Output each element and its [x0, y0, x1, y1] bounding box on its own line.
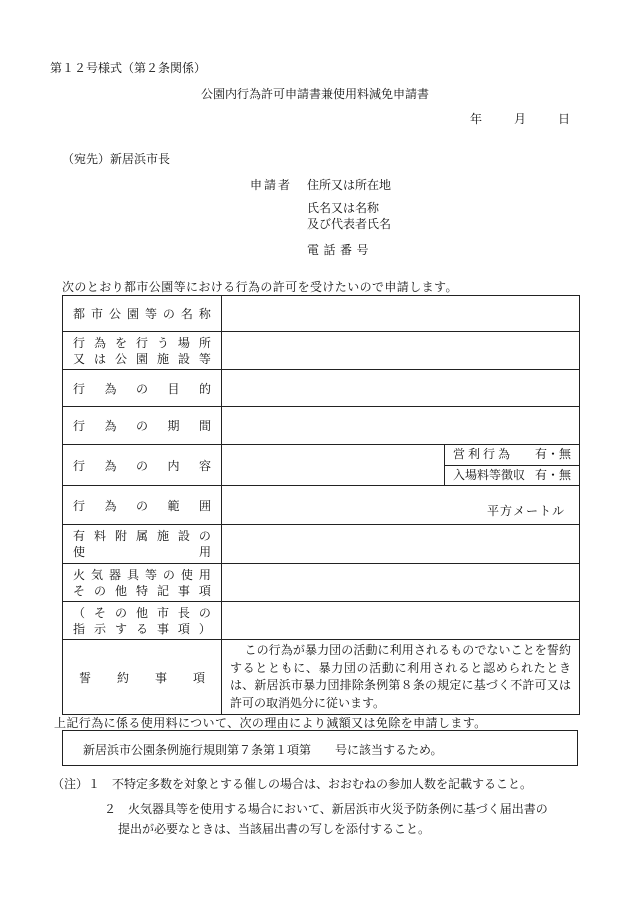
purpose-field[interactable] [222, 370, 580, 407]
fee-label: 入場料等徴収 [453, 467, 526, 482]
place-label-line2: 又 は 公 園 施 設 等 [73, 351, 211, 366]
row-place [63, 332, 580, 370]
name-label [307, 200, 391, 232]
commercial-label: 営利行為 [453, 447, 514, 462]
intro-text: 次のとおり都市公園等における行為の許可を受けたいので申請します。 [62, 280, 458, 294]
application-table [62, 295, 580, 715]
fire-label [63, 564, 222, 602]
reduction-reason: 新居浜市公園条例施行規則第７条第１項第 号に該当するため。 [83, 743, 443, 757]
applicant-label: 申請者 [250, 178, 293, 192]
reduction-reason-box[interactable] [62, 730, 578, 766]
facility-label-line1: 有 料 附 属 施 設 の [73, 529, 211, 543]
date-line [470, 110, 570, 127]
row-fire [63, 564, 580, 602]
content-cell [222, 445, 580, 486]
park-name-label: 都 市 公 園 等 の 名 称 [63, 296, 222, 332]
other-label-line2: 指 示 す る 事 項 ） [73, 621, 211, 636]
facility-label [63, 525, 222, 564]
row-pledge [63, 640, 580, 715]
address-label: 住所又は所在地 [307, 178, 392, 192]
content-field[interactable] [222, 445, 444, 485]
fire-label-line2: そ の 他 特 記 事 項 [73, 583, 211, 598]
note-2-continued: 提出が必要なときは、当該届出書の写しを添付すること。 [118, 822, 431, 836]
name-label-line2: 及び代表者氏名 [307, 217, 392, 231]
park-name-field[interactable] [222, 296, 580, 332]
place-field[interactable] [222, 332, 580, 370]
row-facility [63, 525, 580, 564]
date-day-label: 日 [557, 112, 570, 126]
facility-label-line2: 使 用 [73, 545, 211, 559]
row-other [63, 602, 580, 640]
note-1: （注）１ 不特定多数を対象とする催しの場合は、おおむねの参加人数を記載すること。 [52, 777, 533, 791]
addressee: （宛先）新居浜市長 [62, 152, 171, 166]
content-flags [444, 445, 579, 485]
scope-label: 行 為 の 範 囲 [63, 486, 222, 525]
form-title: 公園内行為許可申請書兼使用料減免申請書 [200, 87, 429, 101]
period-label: 行 為 の 期 間 [63, 407, 222, 445]
row-scope [63, 486, 580, 525]
commercial-value: 有・無 [534, 447, 571, 462]
purpose-label: 行 為 の 目 的 [63, 370, 222, 407]
row-period [63, 407, 580, 445]
reduction-intro: 上記行為に係る使用料について、次の理由により減額又は免除を申請します。 [54, 716, 487, 730]
content-label: 行 為 の 内 容 [63, 445, 222, 486]
pledge-label: 誓 約 事 項 [63, 640, 222, 715]
area-unit: 平方メートル [486, 503, 565, 518]
note-2: ２ 火気器具等を使用する場合において、新居浜市火災予防条例に基づく届出書の [104, 802, 548, 816]
other-label-line1: （ そ の 他 市 長 の [73, 605, 211, 620]
period-field[interactable] [222, 407, 580, 445]
date-month-label: 月 [513, 112, 526, 126]
facility-field[interactable] [222, 525, 580, 564]
fire-field[interactable] [222, 564, 580, 602]
row-park-name [63, 296, 580, 332]
other-label [63, 602, 222, 640]
place-label-line1: 行 為 を 行 う 場 所 [73, 335, 211, 350]
fire-label-line1: 火 気 器 具 等 の 使 用 [73, 567, 211, 582]
scope-field[interactable] [222, 486, 580, 525]
other-field[interactable] [222, 602, 580, 640]
row-purpose [63, 370, 580, 407]
fee-value: 有・無 [534, 467, 571, 482]
form-number: 第１２号様式（第２条関係） [50, 61, 207, 75]
pledge-text: この行為が暴力団の活動に利用されるものでないことを誓約するとともに、暴力団の活動に利用されると認められたときは、新居浜市暴力団排除条例第８条の規定に基づく不許可又は許可の取消処分に従います。 [222, 640, 580, 715]
name-label-line1: 氏名又は名称 [307, 201, 380, 215]
commercial-row[interactable] [445, 445, 579, 465]
date-year-label: 年 [470, 112, 483, 126]
fee-row[interactable] [445, 465, 579, 486]
row-content [63, 445, 580, 486]
phone-label: 電話番号 [307, 243, 374, 257]
place-label [63, 332, 222, 370]
